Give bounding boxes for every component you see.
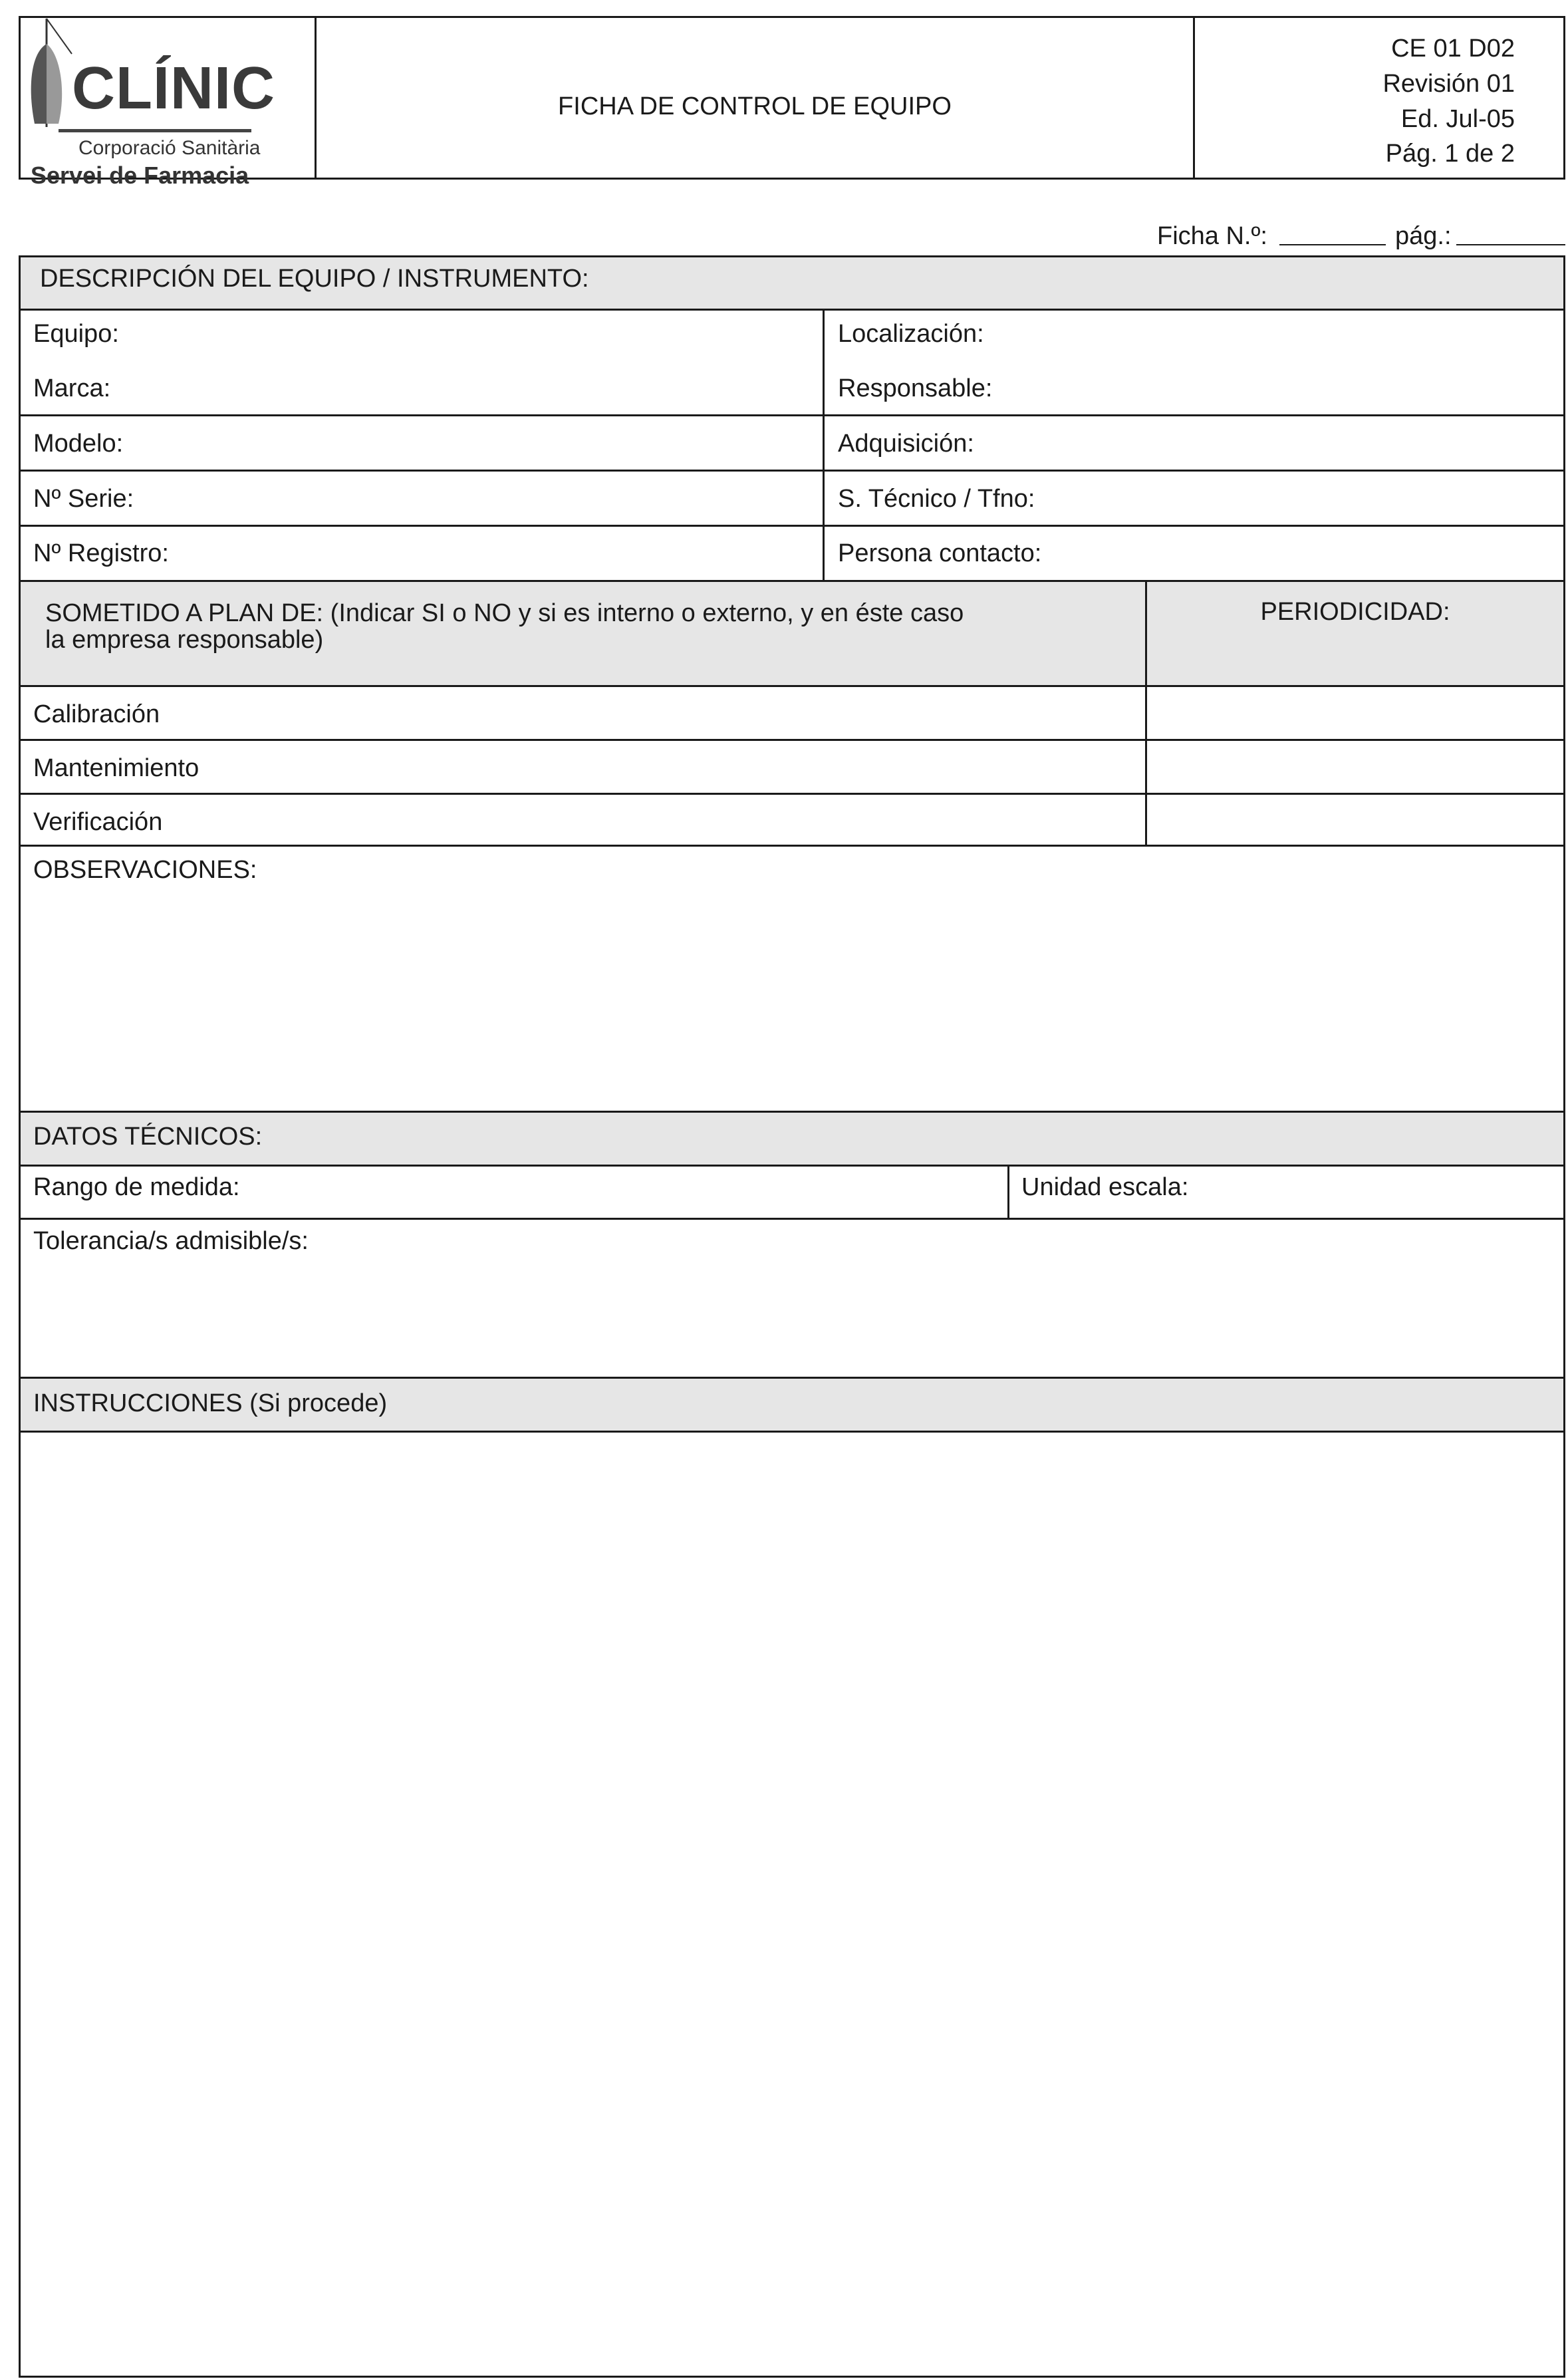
row-divider [19, 414, 1565, 416]
registro-label: Nº Registro: [33, 539, 169, 567]
contacto-label: Persona contacto: [838, 539, 1042, 567]
logo-rule [59, 129, 251, 132]
row-divider [19, 1377, 1565, 1379]
row-divider [19, 685, 1565, 687]
document-title: FICHA DE CONTROL DE EQUIPO [558, 92, 952, 120]
technical-heading: DATOS TÉCNICOS: [33, 1123, 263, 1151]
row-divider [19, 580, 1565, 582]
unidad-label: Unidad escala: [1021, 1173, 1189, 1201]
column-divider [823, 309, 825, 582]
ficha-page-field[interactable] [1456, 244, 1565, 245]
ficha-number-field[interactable] [1279, 244, 1386, 245]
row-divider [19, 1165, 1565, 1167]
row-divider [19, 1111, 1565, 1113]
header-divider [1193, 16, 1195, 180]
row-divider [19, 739, 1565, 741]
logo-brand: CLÍNIC [72, 55, 275, 122]
logo-subtitle: Corporació Sanitària [78, 137, 261, 159]
plan-row-label: Mantenimiento [33, 754, 199, 782]
responsable-label: Responsable: [838, 374, 993, 402]
row-divider [19, 845, 1565, 847]
tolerancia-label: Tolerancia/s admisible/s: [33, 1227, 309, 1255]
periodicidad-heading: PERIODICIDAD: [1260, 598, 1450, 626]
logo-department: Servei de Farmacia [31, 162, 249, 189]
tecnico-label: S. Técnico / Tfno: [838, 485, 1035, 513]
observaciones-label: OBSERVACIONES: [33, 856, 257, 884]
instructions-heading: INSTRUCCIONES (Si procede) [33, 1389, 388, 1417]
ficha-number-label: Ficha N.º: [1157, 222, 1267, 250]
form-frame [19, 255, 1565, 2378]
row-divider [19, 470, 1565, 472]
doc-revision: Revisión 01 [1382, 70, 1515, 98]
serie-label: Nº Serie: [33, 485, 134, 513]
modelo-label: Modelo: [33, 430, 124, 458]
marca-label: Marca: [33, 374, 111, 402]
plan-heading-continued: la empresa responsable) [45, 626, 324, 654]
row-divider [19, 309, 1565, 311]
column-divider [1007, 1165, 1009, 1220]
clinic-logo [27, 17, 306, 189]
rango-label: Rango de medida: [33, 1173, 240, 1201]
plan-row-label: Verificación [33, 808, 163, 836]
localizacion-label: Localización: [838, 320, 984, 348]
row-divider [19, 1218, 1565, 1220]
row-divider [19, 793, 1565, 795]
row-divider [19, 525, 1565, 527]
plan-row-label: Calibración [33, 700, 160, 728]
adquisicion-label: Adquisición: [838, 430, 974, 458]
row-divider [19, 1431, 1565, 1433]
doc-code: CE 01 D02 [1391, 35, 1515, 63]
plan-heading: SOMETIDO A PLAN DE: (Indicar SI o NO y si es interno o externo, y en éste caso [45, 599, 964, 627]
ficha-page-label: pág.: [1395, 222, 1452, 250]
doc-edition: Ed. Jul-05 [1400, 105, 1515, 133]
description-heading: DESCRIPCIÓN DEL EQUIPO / INSTRUMENTO: [40, 265, 589, 293]
doc-page: Pág. 1 de 2 [1385, 140, 1515, 168]
equipo-label: Equipo: [33, 320, 119, 348]
